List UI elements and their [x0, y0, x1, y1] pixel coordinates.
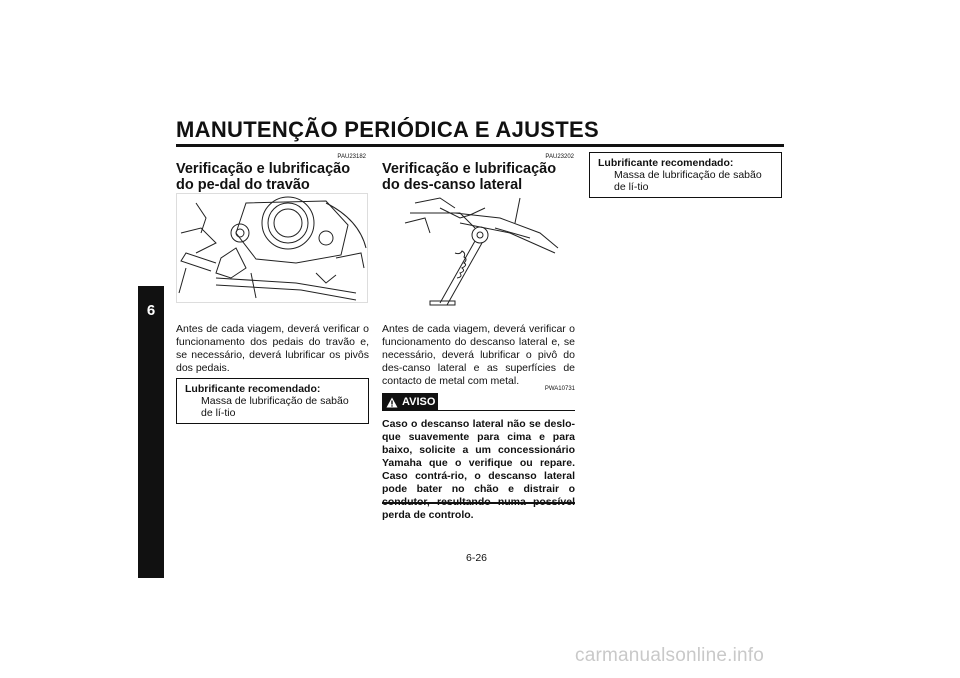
- page-number: 6-26: [466, 552, 488, 564]
- watermark: carmanualsonline.info: [575, 645, 765, 666]
- brake-pedal-illustration: [176, 193, 368, 303]
- lubricant-box-left: [176, 378, 369, 424]
- warning-badge: [382, 393, 438, 411]
- section-code: PAU23182: [337, 154, 366, 160]
- lubricant-box-right: [589, 152, 782, 198]
- warning-text: Caso o descanso lateral não se deslo-que suavemente para cima e para baixo, solicite a um concessionário Yamaha que o verifique ou repare. Caso contrá-rio, o descanso lateral pode bater no chão e distrair o perda de controlo.: [382, 418, 575, 521]
- header-rule: [176, 144, 784, 147]
- warning-label: AVISO: [402, 396, 436, 408]
- section-title-brake-pedal: Verificação e lubrificação do pe-dal do travão: [176, 161, 351, 193]
- chapter-tab: 6: [138, 286, 164, 578]
- lubricant-value: Massa de lubrificação de sabão de lí-tio: [201, 395, 349, 419]
- warning-code: PWA10731: [544, 386, 575, 392]
- warning-triangle-icon: [386, 397, 398, 408]
- section-code: PAU23202: [545, 154, 574, 160]
- lubricant-title: Lubrificante recomendado:: [185, 383, 321, 395]
- brake-pedal-body-text: Antes de cada viagem, deverá verificar o funcionamento dos pedais do travão e, se necessário, deverá lubrificar os pivôs dos pedais.: [176, 323, 369, 374]
- section-title-sidestand: Verificação e lubrificação do des-canso lateral: [382, 161, 557, 193]
- page-header-title: MANUTENÇÃO PERIÓDICA E AJUSTES: [176, 117, 599, 142]
- lubricant-value: Massa de lubrificação de sabão de lí-tio: [614, 169, 762, 193]
- warning-bottom-rule: [382, 502, 575, 504]
- sidestand-body-text: Antes de cada viagem, deverá verificar o funcionamento do descanso lateral e, se necessário, deverá lubrificar o pivô do des-canso lateral e as superfícies de contacto de metal com metal.: [382, 323, 575, 387]
- lubricant-title: Lubrificante recomendado:: [598, 157, 734, 169]
- warning-line: [438, 410, 575, 411]
- sidestand-illustration: [400, 193, 560, 311]
